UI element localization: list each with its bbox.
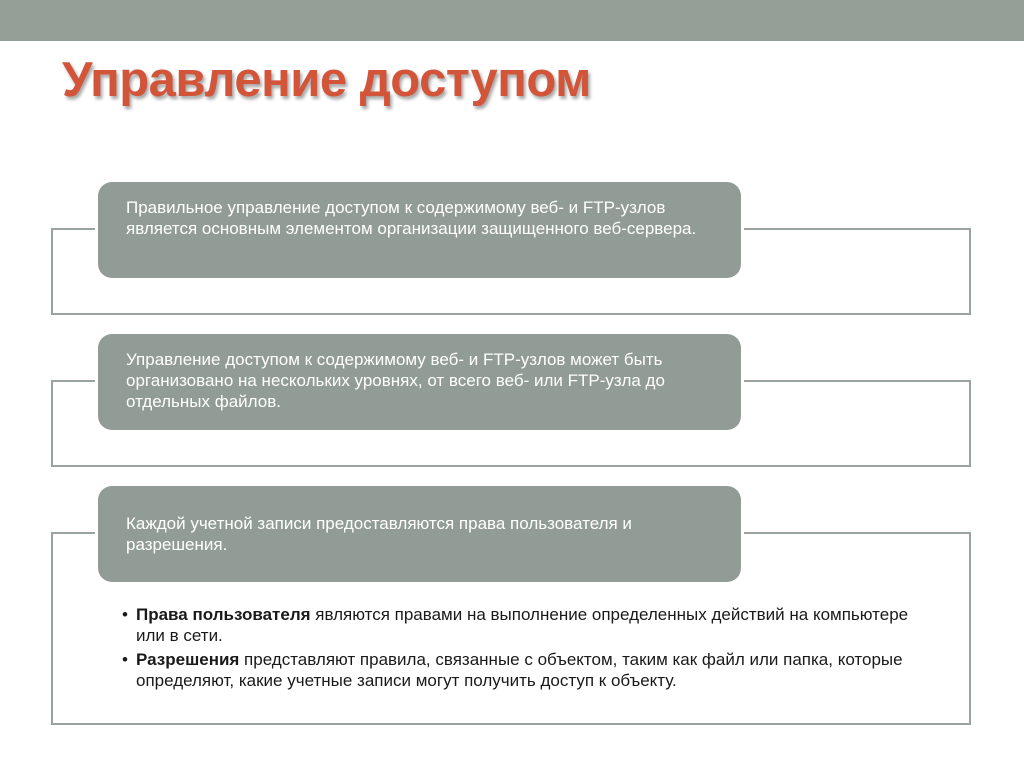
slide-title: Управление доступом (62, 53, 591, 107)
bullet-text: представляют правила, связанные с объектом, таким как файл или папка, которые определяют, какие учетные записи могут получить доступ к объекту. (136, 650, 903, 690)
bullet-list (122, 604, 922, 694)
top-band (0, 0, 1024, 41)
bullet-item (122, 649, 922, 691)
bullet-term: Разрешения (136, 650, 240, 669)
bullet-term: Права пользователя (136, 605, 311, 624)
info-block-1: Правильное управление доступом к содержимому веб- и FTP-узлов является основным элементом организации защищенного веб-сервера. (98, 182, 741, 278)
info-block-2: Управление доступом к содержимому веб- и FTP-узлов может быть организовано на нескольких уровнях, от всего веб- или FTP-узла до отдельных файлов. (98, 334, 741, 430)
info-block-3: Каждой учетной записи предоставляются права пользователя и разрешения. (98, 486, 741, 582)
bullet-text: являются правами на выполнение определенных действий на компьютере или в сети. (136, 605, 909, 645)
bullet-item (122, 604, 922, 646)
